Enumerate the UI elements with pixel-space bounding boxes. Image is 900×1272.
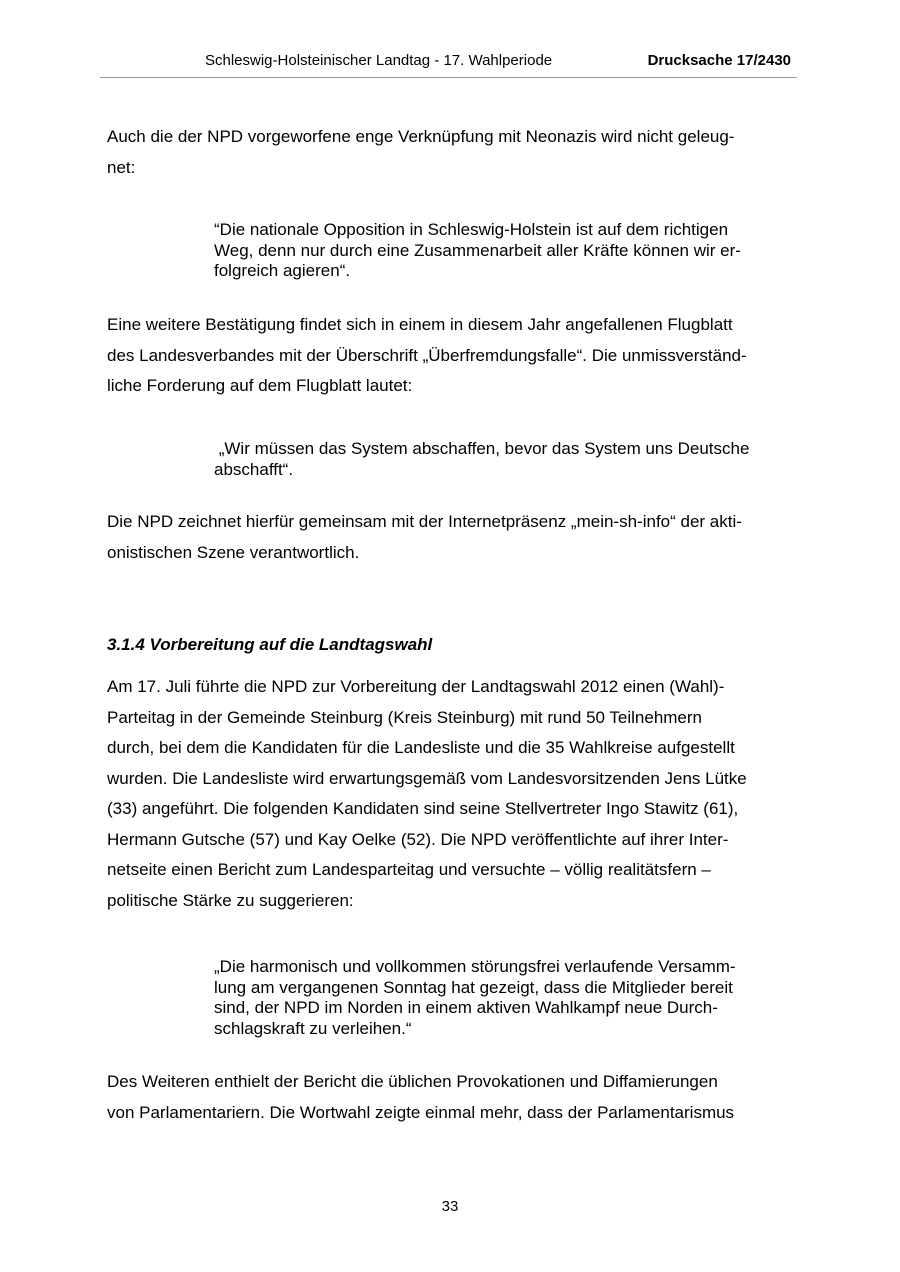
quote-line: sind, der NPD im Norden in einem aktiven Wahlkampf neue Durch- xyxy=(214,998,718,1017)
text-line: von Parlamentariern. Die Wortwahl zeigte einmal mehr, dass der Parlamentarismus xyxy=(107,1102,735,1122)
section-heading: 3.1.4 Vorbereitung auf die Landtagswahl xyxy=(107,635,433,654)
text-line: politische Stärke zu suggerieren: xyxy=(107,890,354,910)
text-line: liche Forderung auf dem Flugblatt lautet: xyxy=(107,376,413,395)
quote-system-abschaffen xyxy=(214,439,799,480)
quote-line: „Wir müssen das System abschaffen, bevor das System uns Deutsche xyxy=(214,439,750,458)
quote-line: schlagskraft zu verleihen.“ xyxy=(214,1018,412,1038)
text-line: Parteitag in der Gemeinde Steinburg (Kreis Steinburg) mit rund 50 Teilnehmern xyxy=(107,707,702,727)
text-line: Am 17. Juli führte die NPD zur Vorbereitung der Landtagswahl 2012 einen (Wahl)- xyxy=(107,677,725,696)
text-line: Hermann Gutsche (57) und Kay Oelke (52). Die NPD veröffentlichte auf ihrer Inter- xyxy=(107,829,729,849)
text-line: Eine weitere Bestätigung findet sich in einem in diesem Jahr angefallenen Flugblatt xyxy=(107,315,733,334)
paragraph-internetpraesenz xyxy=(107,507,797,568)
text-line: onistischen Szene verantwortlich. xyxy=(107,542,360,562)
text-line: des Landesverbandes mit der Überschrift „Überfremdungsfalle“. Die unmissverständ- xyxy=(107,345,747,365)
text-line: Auch die der NPD vorgeworfene enge Verknüpfung mit Neonazis wird nicht geleug- xyxy=(107,127,735,146)
paragraph-flugblatt xyxy=(107,310,797,402)
quote-line: “Die nationale Opposition in Schleswig-Holstein ist auf dem richtigen xyxy=(214,220,729,239)
text-line: Des Weiteren enthielt der Bericht die üblichen Provokationen und Diffamierungen xyxy=(107,1072,718,1091)
text-line: Die NPD zeichnet hierfür gemeinsam mit der Internetpräsenz „mein-sh-info“ der akti- xyxy=(107,512,742,531)
text-line: netseite einen Bericht zum Landesparteitag und versuchte – völlig realitätsfern – xyxy=(107,860,711,879)
quote-line: „Die harmonisch und vollkommen störungsfrei verlaufende Versamm- xyxy=(214,957,736,976)
text-line: (33) angeführt. Die folgenden Kandidaten sind seine Stellvertreter Ingo Stawitz (61), xyxy=(107,799,739,818)
page-number: 33 xyxy=(441,1198,459,1215)
paragraph-parteitag xyxy=(107,672,797,916)
quote-nationale-opposition xyxy=(214,220,799,282)
paragraph-neonazi-link xyxy=(107,122,797,183)
text-line: durch, bei dem die Kandidaten für die Landesliste und die 35 Wahlkreise aufgestellt xyxy=(107,738,735,757)
quote-line: folgreich agieren“. xyxy=(214,261,351,280)
quote-line: lung am vergangenen Sonntag hat gezeigt, dass die Mitglieder bereit xyxy=(214,977,733,997)
text-line: net: xyxy=(107,157,136,177)
page-header xyxy=(100,52,797,78)
document-number: Drucksache 17/2430 xyxy=(647,52,791,69)
quote-line: Weg, denn nur durch eine Zusammenarbeit aller Kräfte können wir er- xyxy=(214,240,741,260)
header-title: Schleswig-Holsteinischer Landtag - 17. Wahlperiode xyxy=(205,52,553,69)
text-line: wurden. Die Landesliste wird erwartungsgemäß vom Landesvorsitzenden Jens Lütke xyxy=(107,768,747,788)
quote-line: abschafft“. xyxy=(214,459,294,479)
quote-versammlung xyxy=(214,957,799,1039)
paragraph-bericht xyxy=(107,1067,797,1128)
